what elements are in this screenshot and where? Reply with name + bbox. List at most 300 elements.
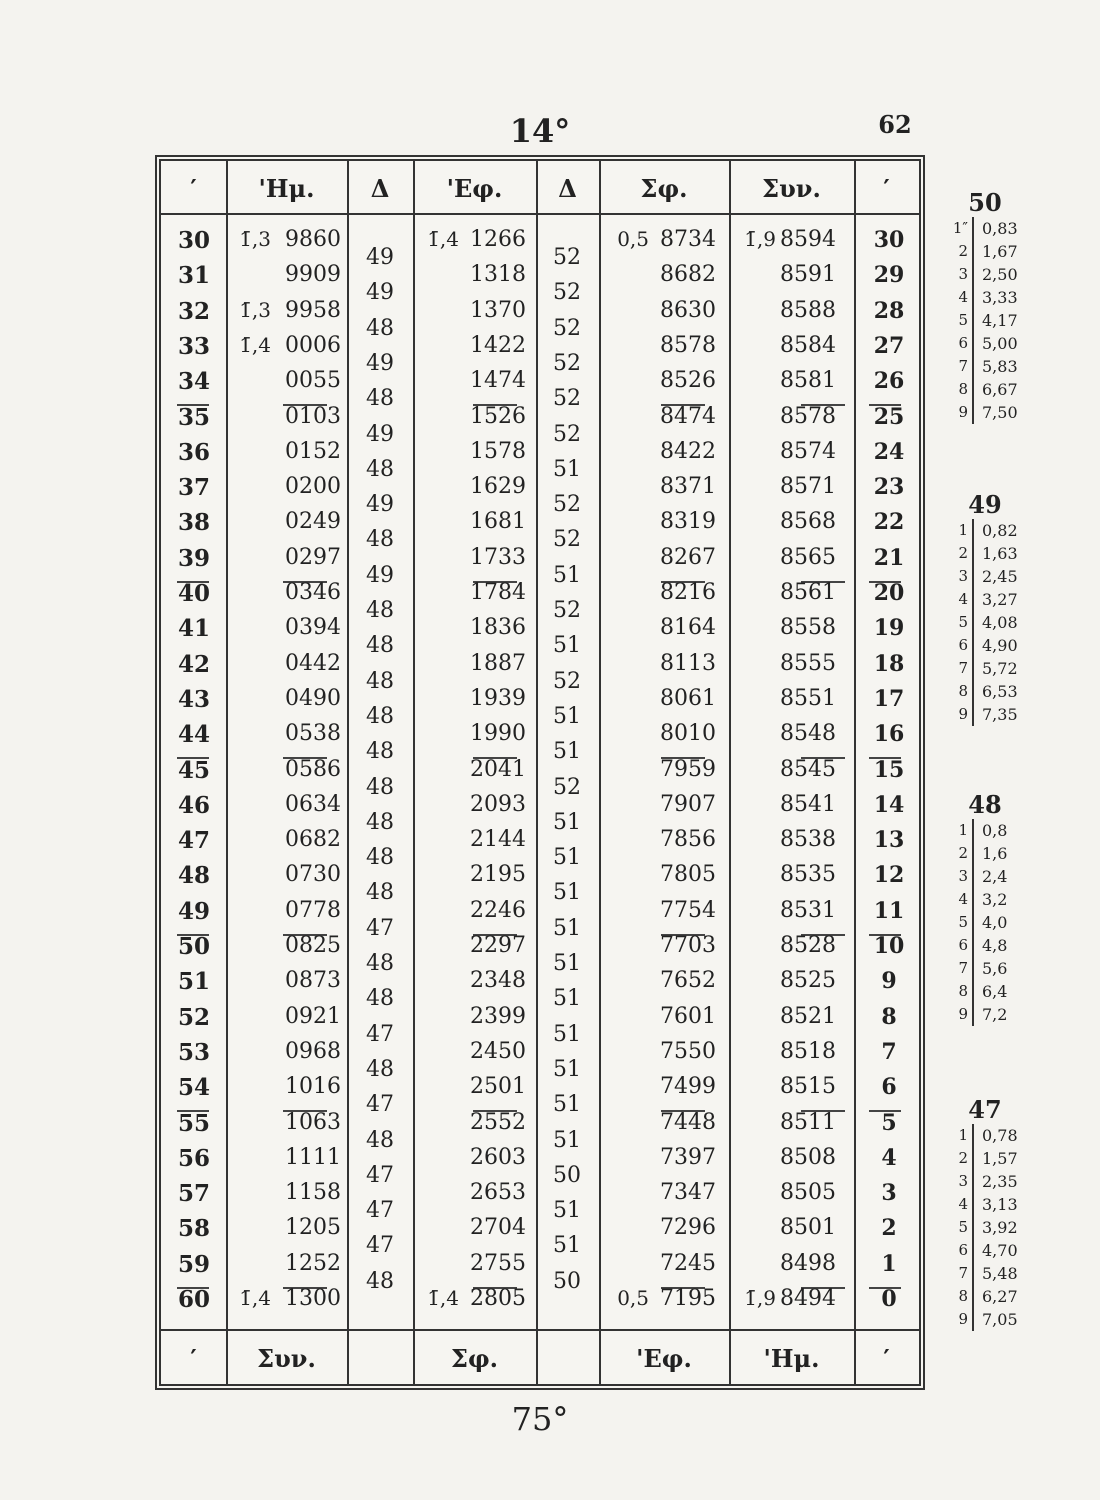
minute-right: 2	[881, 1215, 897, 1242]
sin-characteristic: 1̄,4	[239, 332, 271, 357]
cos-value: 8565	[780, 544, 836, 570]
delta-tan: 51	[553, 456, 581, 482]
delta-sin: 48	[366, 633, 394, 659]
cos-value: 8578	[780, 403, 836, 429]
delta-tan: 51	[553, 1021, 581, 1047]
minute-left: 44	[177, 721, 210, 749]
delta-sin: 48	[366, 315, 394, 341]
tan-value: 1836	[470, 615, 526, 641]
proportional-parts-row	[958, 1003, 1060, 1026]
minute-right: 0	[881, 1286, 897, 1312]
cot-value: 8474	[660, 403, 716, 429]
minute-right: 29	[873, 262, 905, 289]
proportional-parts-value: 5,83	[982, 357, 1018, 376]
minute-left: 38	[177, 509, 210, 537]
delta-sin: 47	[366, 1021, 394, 1047]
tan-value: 1526	[470, 403, 526, 429]
minute-left: 45	[177, 756, 210, 784]
cot-value: 7805	[660, 862, 716, 888]
proportional-parts-index: 8	[958, 380, 968, 398]
delta-tan: 51	[553, 703, 581, 729]
proportional-parts-block	[940, 490, 1060, 726]
cot-value: 7652	[660, 968, 716, 994]
proportional-parts-rows	[952, 217, 1060, 424]
cot-characteristic: 0,5	[617, 1286, 649, 1310]
sin-value: 1158	[285, 1180, 341, 1206]
delta-sin: 49	[366, 562, 394, 588]
column-header: Σφ.	[640, 174, 688, 203]
delta-sin: 47	[366, 1162, 394, 1188]
delta-sin: 49	[366, 421, 394, 447]
minute-right: 1	[881, 1250, 897, 1277]
minute-right: 14	[873, 791, 905, 818]
tan-value: 2093	[470, 791, 526, 817]
proportional-parts-index: 9	[958, 1005, 968, 1023]
sin-characteristic: 1̄,3	[239, 227, 271, 251]
sin-value: 0586	[285, 756, 341, 782]
tan-value: 1629	[470, 474, 526, 500]
sin-value: 1063	[285, 1109, 341, 1135]
minute-right: 21	[873, 544, 905, 571]
minute-right: 23	[873, 474, 905, 501]
cot-value: 8267	[660, 544, 716, 570]
sin-value: 0346	[285, 580, 341, 605]
proportional-parts-index: 5	[958, 311, 968, 329]
sin-value: 0442	[285, 650, 341, 676]
proportional-parts-row	[958, 703, 1060, 726]
proportional-parts-row	[958, 1124, 1060, 1147]
minute-right: 27	[873, 332, 905, 359]
proportional-parts-value: 2,35	[982, 1172, 1018, 1191]
delta-tan: 51	[553, 951, 581, 976]
delta-sin: 49	[366, 245, 394, 270]
sin-value: 0490	[285, 685, 341, 711]
proportional-parts-index: 6	[958, 936, 968, 954]
minute-right: 17	[873, 685, 905, 712]
proportional-parts-index: 3	[958, 1172, 968, 1190]
sin-characteristic: 1̄,4	[239, 1286, 271, 1310]
delta-tan: 52	[553, 668, 581, 694]
delta-tan: 51	[553, 1233, 581, 1259]
minute-right: 22	[873, 509, 905, 536]
proportional-parts-row	[958, 1216, 1060, 1239]
cot-value: 7754	[660, 897, 716, 923]
tan-value: 2805	[470, 1286, 526, 1311]
cot-value: 8113	[660, 650, 716, 676]
sin-value: 0682	[285, 827, 341, 853]
delta-tan: 51	[553, 739, 581, 765]
proportional-parts-index: 1″	[952, 219, 968, 237]
delta-tan: 51	[553, 986, 581, 1012]
proportional-parts-value: 0,78	[982, 1126, 1018, 1145]
sin-value: 0152	[285, 438, 341, 464]
sin-value: 0394	[285, 615, 341, 641]
cot-value: 7296	[660, 1215, 716, 1241]
minute-right: 3	[881, 1180, 897, 1207]
delta-tan: 52	[553, 315, 581, 341]
column-header: ′	[883, 174, 890, 203]
proportional-parts-value: 7,50	[982, 403, 1018, 422]
tan-value: 1784	[470, 580, 526, 605]
minute-left: 40	[177, 580, 210, 607]
cot-value: 7347	[660, 1180, 716, 1206]
minute-right: 20	[873, 580, 905, 606]
proportional-parts-value: 6,53	[982, 682, 1018, 701]
tan-value: 2603	[470, 1144, 526, 1170]
cos-value: 8528	[780, 933, 836, 958]
tan-value: 1887	[470, 650, 526, 676]
proportional-parts-value: 5,72	[982, 659, 1018, 678]
proportional-parts-index: 1	[958, 1126, 968, 1144]
cos-value: 8515	[780, 1074, 836, 1100]
minute-right: 30	[873, 227, 905, 253]
cos-value: 8555	[780, 650, 836, 676]
column-divider	[226, 161, 228, 1384]
proportional-parts-value: 3,33	[982, 288, 1018, 307]
cot-characteristic: 0,5	[617, 227, 649, 251]
minute-left: 53	[177, 1038, 210, 1066]
proportional-parts-row	[958, 355, 1060, 378]
minute-left: 42	[177, 650, 210, 678]
delta-tan: 50	[553, 1162, 581, 1188]
proportional-parts-index: 7	[958, 1264, 968, 1282]
proportional-parts-row	[958, 401, 1060, 424]
proportional-parts-value: 2,4	[982, 867, 1008, 886]
delta-tan: 51	[553, 1127, 581, 1153]
tan-value: 1422	[470, 332, 526, 358]
sin-characteristic: 1̄,3	[239, 297, 271, 322]
proportional-parts-head: 47	[968, 1095, 1002, 1124]
minute-right: 8	[881, 1003, 897, 1030]
minute-left: 60	[177, 1286, 210, 1313]
minute-left: 51	[177, 968, 210, 996]
minute-right: 10	[873, 933, 905, 959]
delta-sin: 48	[366, 1127, 394, 1153]
proportional-parts-index: 4	[958, 288, 968, 306]
tan-value: 2552	[470, 1109, 526, 1135]
proportional-parts-row	[958, 865, 1060, 888]
sin-value: 1252	[285, 1250, 341, 1276]
cot-value: 8526	[660, 368, 716, 394]
proportional-parts-index: 3	[958, 265, 968, 283]
proportional-parts-index: 2	[958, 544, 968, 562]
column-header: Συν.	[762, 174, 821, 203]
proportional-parts-value: 3,27	[982, 590, 1018, 609]
proportional-parts-value: 6,4	[982, 982, 1008, 1001]
sin-value: 1111	[285, 1144, 341, 1170]
proportional-parts-row	[958, 1239, 1060, 1262]
delta-tan: 51	[553, 809, 581, 835]
tan-characteristic: 1̄,4	[427, 227, 459, 251]
sin-value: 0297	[285, 544, 341, 570]
proportional-parts-index: 2	[958, 844, 968, 862]
minute-left: 52	[177, 1003, 210, 1031]
minute-left: 57	[177, 1180, 210, 1208]
minute-right: 11	[873, 897, 905, 924]
minute-left: 48	[177, 862, 210, 890]
sin-value: 0538	[285, 721, 341, 747]
minute-left: 59	[177, 1250, 210, 1278]
sin-value: 0634	[285, 791, 341, 817]
proportional-parts-value: 3,92	[982, 1218, 1018, 1237]
cos-characteristic: 1̄,9	[744, 1286, 776, 1310]
column-header: ′	[190, 174, 197, 203]
tan-value: 1939	[470, 685, 526, 711]
sin-value: 1300	[285, 1286, 341, 1311]
cos-value: 8584	[780, 332, 836, 358]
proportional-parts-index: 5	[958, 913, 968, 931]
delta-sin: 48	[366, 880, 394, 906]
proportional-parts-row	[958, 819, 1060, 842]
delta-sin: 48	[366, 951, 394, 976]
cos-value: 8521	[780, 1003, 836, 1029]
sin-value: 0249	[285, 509, 341, 535]
proportional-parts-row	[958, 263, 1060, 286]
page-footer: 75°	[511, 1400, 569, 1438]
delta-sin: 48	[366, 386, 394, 412]
proportional-parts-row	[958, 911, 1060, 934]
proportional-parts-row	[958, 888, 1060, 911]
cos-value: 8531	[780, 897, 836, 923]
delta-sin: 47	[366, 915, 394, 941]
cos-value: 8581	[780, 368, 836, 394]
cos-value: 8541	[780, 791, 836, 817]
delta-sin: 47	[366, 1233, 394, 1259]
delta-sin: 48	[366, 739, 394, 765]
proportional-parts-row	[952, 217, 1060, 240]
cos-value: 8518	[780, 1038, 836, 1064]
tan-value: 2041	[470, 756, 526, 782]
minute-left: 39	[177, 544, 210, 572]
tan-value: 2348	[470, 968, 526, 994]
cot-value: 7959	[660, 756, 716, 782]
cos-value: 8574	[780, 438, 836, 464]
delta-sin: 48	[366, 809, 394, 835]
cot-value: 7397	[660, 1144, 716, 1170]
delta-sin: 48	[366, 668, 394, 694]
minute-right: 6	[881, 1074, 897, 1101]
proportional-parts-row	[958, 1285, 1060, 1308]
cos-value: 8561	[780, 580, 836, 605]
minute-left: 36	[177, 438, 210, 466]
proportional-parts-index: 7	[958, 959, 968, 977]
proportional-parts-row	[958, 842, 1060, 865]
minute-left: 49	[177, 897, 210, 925]
proportional-parts-row	[958, 309, 1060, 332]
cos-characteristic: 1̄,9	[744, 227, 776, 251]
proportional-parts-index: 5	[958, 613, 968, 631]
proportional-parts-value: 1,63	[982, 544, 1018, 563]
delta-tan: 51	[553, 1198, 581, 1224]
delta-sin: 47	[366, 1198, 394, 1224]
cos-value: 8494	[780, 1286, 836, 1311]
tan-value: 2246	[470, 897, 526, 923]
cos-value: 8498	[780, 1250, 836, 1276]
minute-right: 18	[873, 650, 905, 677]
proportional-parts-value: 7,05	[982, 1310, 1018, 1329]
cot-value: 7195	[660, 1286, 716, 1311]
proportional-parts-row	[958, 657, 1060, 680]
minute-left: 37	[177, 474, 210, 502]
minute-right: 25	[873, 403, 905, 430]
proportional-parts-value: 1,6	[982, 844, 1008, 863]
column-divider	[729, 161, 731, 1384]
proportional-parts-head: 48	[968, 790, 1002, 819]
proportional-parts-row	[958, 611, 1060, 634]
proportional-parts-head: 49	[968, 490, 1002, 519]
column-divider	[347, 161, 349, 1384]
proportional-parts-value: 7,2	[982, 1005, 1008, 1024]
delta-sin: 49	[366, 350, 394, 376]
proportional-parts-row	[958, 980, 1060, 1003]
delta-sin: 48	[366, 845, 394, 871]
tan-value: 1474	[470, 368, 526, 394]
proportional-parts-head: 50	[968, 188, 1002, 217]
proportional-parts-index: 6	[958, 1241, 968, 1259]
delta-sin: 48	[366, 598, 394, 623]
cos-value: 8571	[780, 474, 836, 500]
proportional-parts-value: 3,13	[982, 1195, 1018, 1214]
minute-right: 12	[873, 862, 905, 889]
sin-value: 0921	[285, 1003, 341, 1029]
proportional-parts-value: 4,08	[982, 613, 1018, 632]
column-header: 'Εφ.	[446, 174, 503, 203]
log-trig-table	[155, 155, 925, 1390]
proportional-parts-index: 4	[958, 890, 968, 908]
sin-value: 0006	[285, 332, 341, 358]
cot-value: 8422	[660, 438, 716, 464]
cot-value: 8216	[660, 580, 716, 605]
column-header: Δ	[370, 174, 390, 203]
minute-right: 15	[873, 756, 905, 783]
page-title: 14°	[509, 112, 571, 150]
cot-value: 7499	[660, 1074, 716, 1100]
cot-value: 8164	[660, 615, 716, 641]
minute-left: 54	[177, 1074, 210, 1102]
proportional-parts-value: 0,83	[982, 219, 1018, 238]
cos-value: 8594	[780, 227, 836, 252]
delta-tan: 51	[553, 1056, 581, 1082]
cos-value: 8545	[780, 756, 836, 782]
tan-value: 2755	[470, 1250, 526, 1276]
minute-left: 56	[177, 1144, 210, 1172]
proportional-parts-index: 1	[958, 521, 968, 539]
proportional-parts-index: 8	[958, 682, 968, 700]
cos-value: 8525	[780, 968, 836, 994]
proportional-parts-value: 1,57	[982, 1149, 1018, 1168]
proportional-parts-row	[958, 1262, 1060, 1285]
sin-value: 0968	[285, 1038, 341, 1064]
minute-right: 26	[873, 368, 905, 395]
proportional-parts-index: 3	[958, 867, 968, 885]
sin-value: 0055	[285, 368, 341, 394]
cot-value: 8734	[660, 227, 716, 252]
cot-value: 8010	[660, 721, 716, 747]
proportional-parts-row	[958, 1170, 1060, 1193]
minute-right: 19	[873, 615, 905, 642]
cot-value: 7601	[660, 1003, 716, 1029]
minute-left: 34	[177, 368, 210, 396]
proportional-parts-block	[940, 188, 1060, 424]
cot-value: 7856	[660, 827, 716, 853]
delta-tan: 51	[553, 915, 581, 941]
column-header: Δ	[558, 174, 577, 203]
proportional-parts-index: 6	[958, 334, 968, 352]
cot-value: 8061	[660, 685, 716, 711]
tan-value: 2195	[470, 862, 526, 888]
proportional-parts-value: 4,90	[982, 636, 1018, 655]
sin-value: 9958	[285, 297, 341, 323]
proportional-parts-row	[958, 634, 1060, 657]
tan-value: 1266	[470, 227, 526, 252]
proportional-parts-index: 1	[958, 821, 968, 839]
proportional-parts-value: 5,48	[982, 1264, 1018, 1283]
column-divider	[854, 161, 856, 1384]
proportional-parts-row	[958, 240, 1060, 263]
cos-value: 8568	[780, 509, 836, 535]
tan-value: 2653	[470, 1180, 526, 1206]
minute-left: 35	[177, 403, 210, 431]
delta-tan: 51	[553, 562, 581, 588]
tan-value: 1578	[470, 438, 526, 464]
proportional-parts-rows	[958, 519, 1060, 726]
proportional-parts-row	[958, 286, 1060, 309]
delta-tan: 52	[553, 492, 581, 518]
delta-sin: 48	[366, 774, 394, 800]
delta-sin: 48	[366, 1268, 394, 1294]
tan-value: 1318	[470, 262, 526, 288]
footer-divider	[161, 1329, 919, 1331]
sin-value: 1205	[285, 1215, 341, 1241]
cot-value: 8630	[660, 297, 716, 323]
minute-left: 46	[177, 791, 210, 819]
proportional-parts-index: 8	[958, 982, 968, 1000]
cot-value: 8682	[660, 262, 716, 288]
tan-value: 2450	[470, 1038, 526, 1064]
cot-value: 7907	[660, 791, 716, 817]
delta-sin: 48	[366, 986, 394, 1012]
proportional-parts-block	[940, 1095, 1060, 1331]
sin-value: 1016	[285, 1074, 341, 1100]
minute-left: 31	[177, 262, 210, 290]
cos-value: 8505	[780, 1180, 836, 1206]
delta-sin: 48	[366, 1056, 394, 1082]
delta-tan: 51	[553, 633, 581, 659]
proportional-parts-index: 2	[958, 1149, 968, 1167]
cos-value: 8591	[780, 262, 836, 288]
column-divider	[599, 161, 601, 1384]
proportional-parts-row	[958, 957, 1060, 980]
cot-value: 7550	[660, 1038, 716, 1064]
tan-characteristic: 1̄,4	[427, 1286, 459, 1310]
proportional-parts-row	[958, 542, 1060, 565]
proportional-parts-index: 6	[958, 636, 968, 654]
tan-value: 2501	[470, 1074, 526, 1100]
sin-value: 0200	[285, 474, 341, 500]
delta-tan: 52	[553, 280, 581, 306]
proportional-parts-row	[958, 1308, 1060, 1331]
proportional-parts-index: 2	[958, 242, 968, 260]
minute-left: 30	[177, 227, 210, 254]
delta-sin: 48	[366, 456, 394, 482]
minute-left: 43	[177, 685, 210, 713]
minute-left: 50	[177, 933, 210, 960]
cos-value: 8535	[780, 862, 836, 888]
column-divider	[413, 161, 415, 1384]
delta-sin: 49	[366, 280, 394, 306]
proportional-parts-index: 4	[958, 1195, 968, 1213]
proportional-parts-row	[958, 565, 1060, 588]
